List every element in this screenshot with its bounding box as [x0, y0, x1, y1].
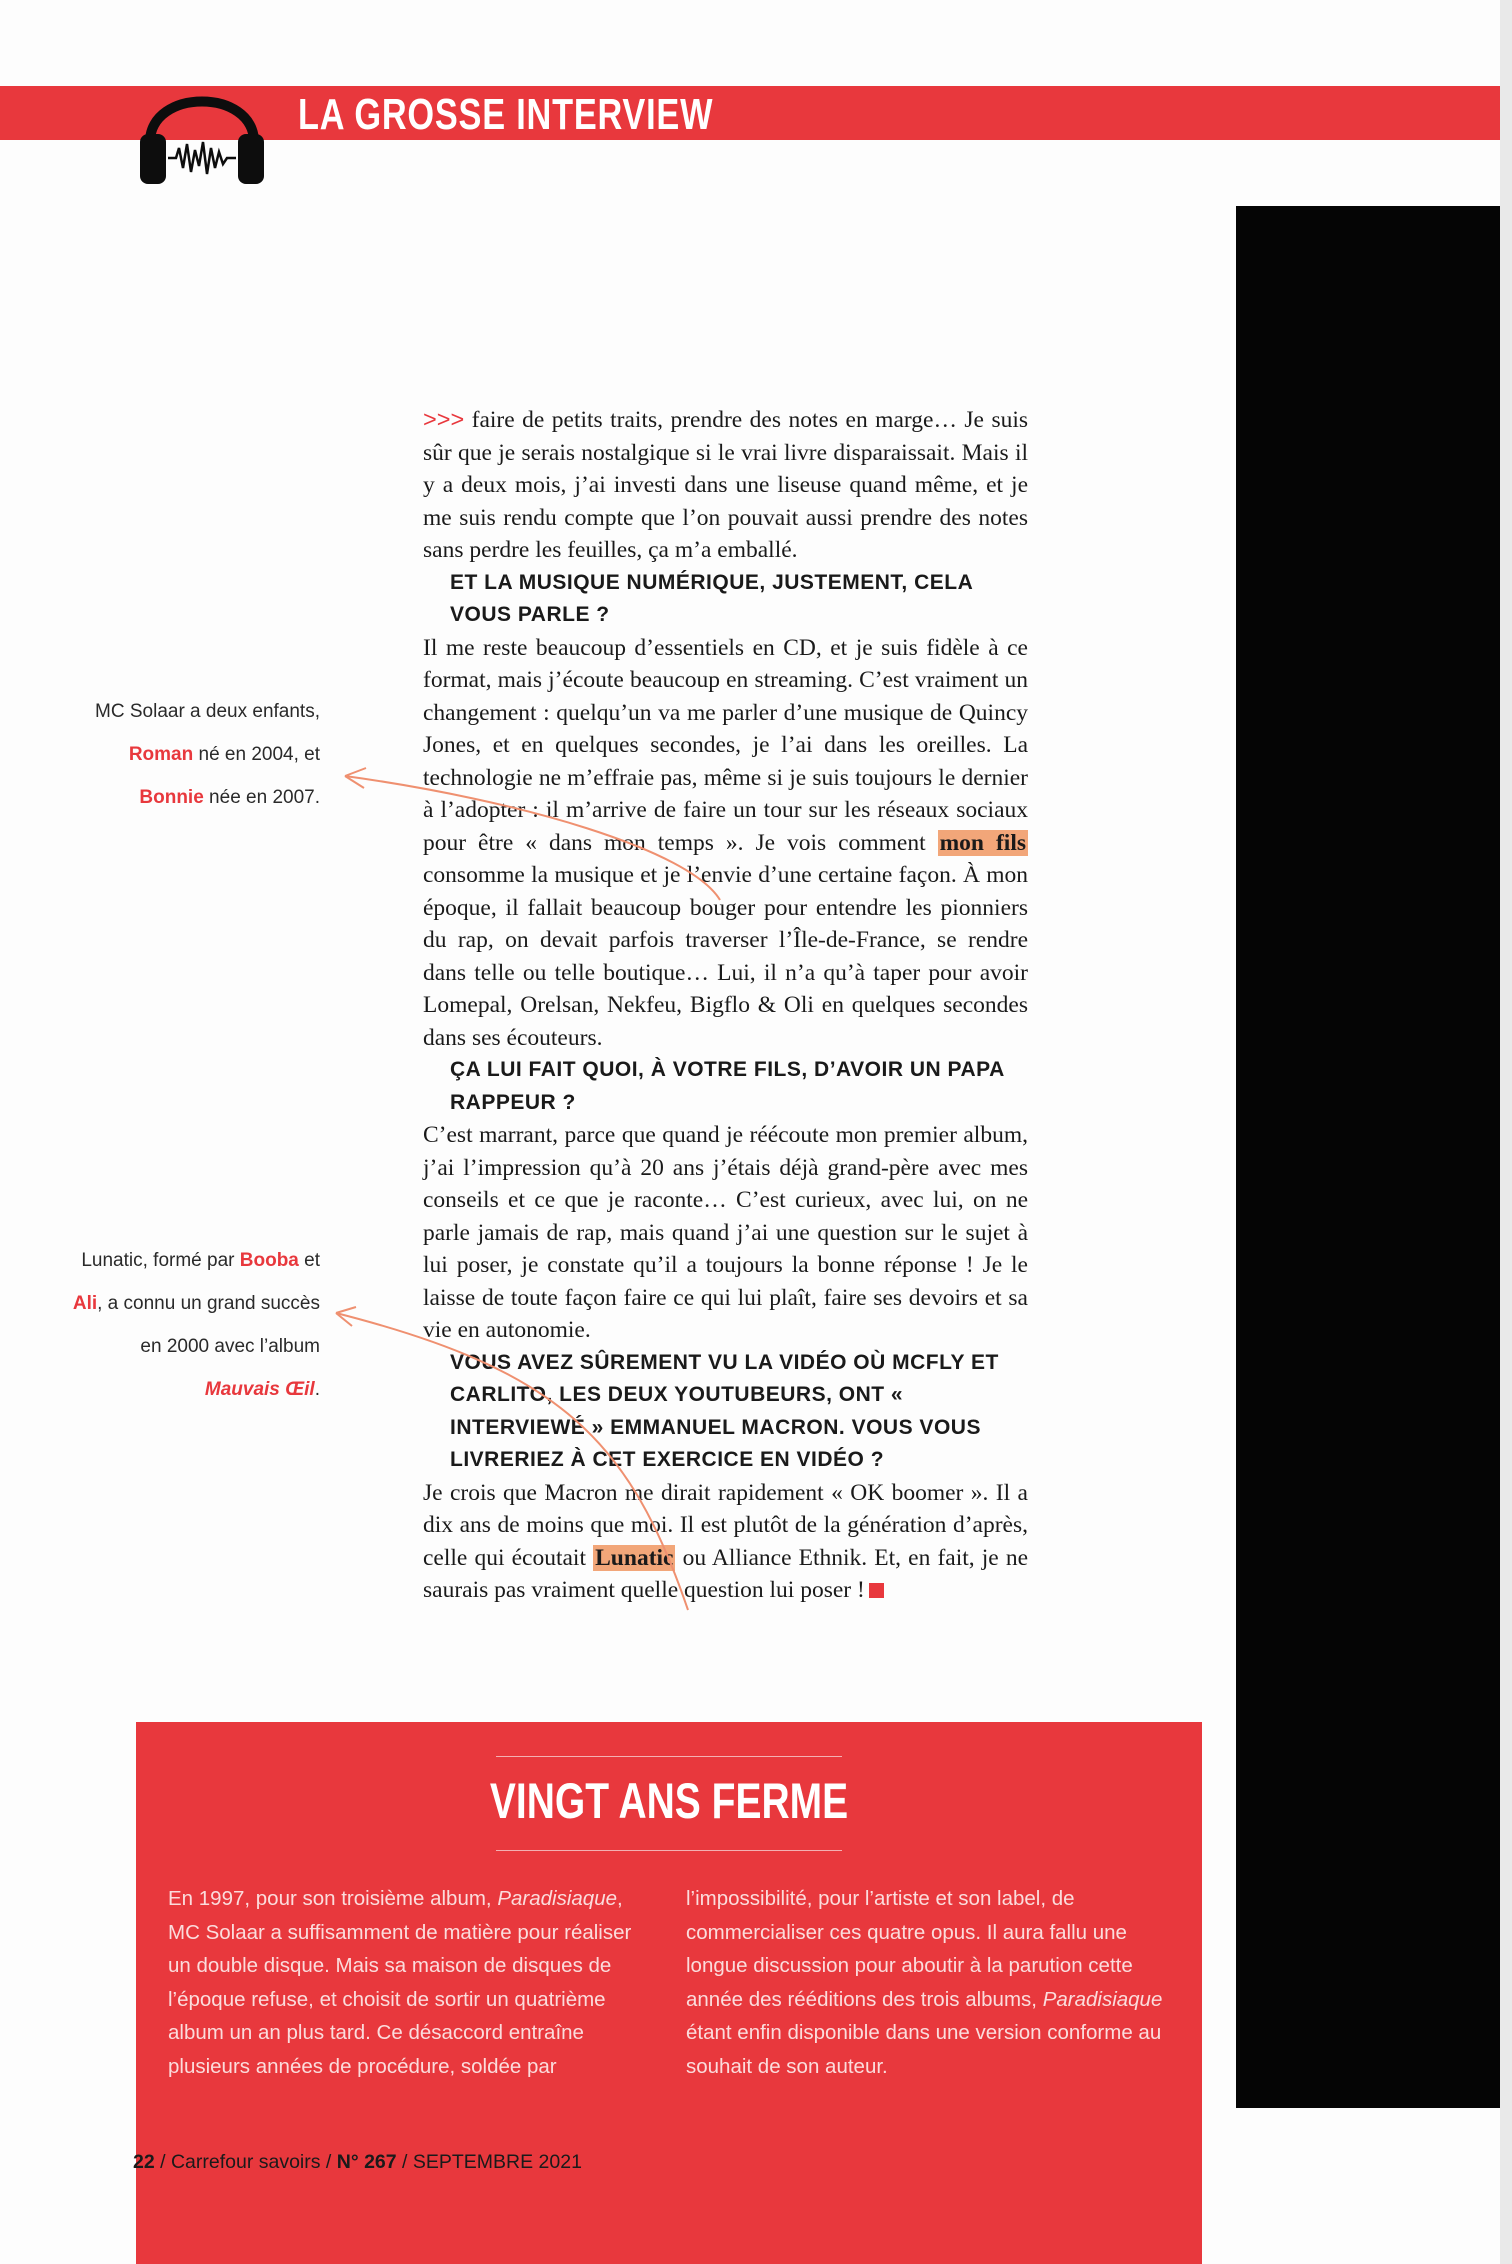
paragraph: C’est marrant, parce que quand je réécoute mon premier album, j’ai l’impression qu’à 20 ans j’étais déjà grand-père avec mes conseils et ce que je raconte… C’est curieux, avec lui, on ne parle jamais de rap, mais quand j’ai une question sur le sujet à lui poser, je constate qu’il a toujours la bonne réponse ! Je le laisse de toute façon faire ce qui lui plaît, faire ses devoirs et sa vie en autonomie. — [423, 1122, 1028, 1343]
paragraph-text: Je crois que Macron me dirait rapidement « OK boomer ». Il a dix ans de moins que moi. Il est plutôt de la génération d’après, celle qui écoutait — [423, 1479, 1028, 1571]
paragraph-text: faire de petits traits, prendre des notes en marge… Je suis sûr que je serais nostalgique si le vrai livre disparaissait. Mais il y a deux mois, j’ai investi dans une liseuse quand même, et je me suis rendu compte que l’on pouvait aussi prendre des notes sans perdre les feuilles, ça m’a emballé. — [423, 407, 1029, 563]
album-title: Paradisiaque — [1042, 1987, 1163, 2011]
side-note-children — [70, 690, 320, 819]
page-footer — [133, 2151, 582, 2174]
article-body — [423, 403, 1028, 1607]
box-text: , MC Solaar a suffisamment de matière pour réaliser un double disque. Mais sa maison de disques de l’époque refuse, et choisit de sortir un quatrième album un an plus tard. Ce désaccord entraîne plusieurs années de procédure, soldée par — [168, 1887, 632, 2078]
note-text: . — [314, 1379, 320, 1400]
box-rule-bottom — [496, 1850, 842, 1851]
question: VOUS AVEZ SÛREMENT VU LA VIDÉO OÙ MCFLY ET CARLITO, LES DEUX YOUTUBEURS, ONT « INTERVIEWÉ » EMMANUEL MACRON. VOUS VOUS LIVRERIEZ À CET EXERCICE EN VIDÉO ? — [450, 1350, 999, 1471]
paragraph — [423, 1477, 1028, 1607]
page-edge — [1500, 0, 1512, 2264]
box-text: l’impossibilité, pour l’artiste et son label, de commercialiser ces quatre opus. Il aura fallu une longue discussion pour aboutir à la parution cette année des rééditions des trois albums, — [686, 1887, 1133, 2011]
note-name-ali: Ali — [72, 1293, 98, 1314]
side-note-lunatic — [70, 1239, 320, 1411]
highlight-lunatic: Lunatic — [595, 1544, 674, 1571]
album-title: Paradisiaque — [497, 1887, 617, 1910]
question: ÇA LUI FAIT QUOI, À VOTRE FILS, D’AVOIR UN PAPA RAPPEUR ? — [450, 1058, 1004, 1114]
box-column-left — [168, 1882, 646, 2083]
question: ET LA MUSIQUE NUMÉRIQUE, JUSTEMENT, CELA VOUS PARLE ? — [450, 570, 973, 626]
headphones-icon — [136, 58, 268, 186]
end-mark — [869, 1583, 884, 1598]
paragraph-text: ou Alliance Ethnik. Et, en fait, je ne saurais pas vraiment quelle question lui poser ! — [423, 1544, 1029, 1603]
note-album-title: Mauvais Œil — [204, 1379, 315, 1400]
note-name-roman: Roman — [128, 744, 194, 765]
section-title: LA GROSSE INTERVIEW — [298, 90, 714, 139]
paragraph-text: consomme la musique et je l’envie d’une certaine façon. À mon époque, il fallait beaucoup bouger pour entendre les pionniers du rap, on devait parfois traverser l’Île-de-France, se rendre dans telle ou telle boutique… Lui, il n’a qu’à taper pour avoir Lomepal, Orelsan, Nekfeu, Bigflo & Oli en quelques secondes dans ses écouteurs. — [423, 862, 1028, 1051]
note-name-booba: Booba — [239, 1250, 299, 1271]
black-panel — [1236, 206, 1500, 2108]
box-text: En 1997, pour son troisième album, — [168, 1887, 498, 1910]
note-text: née en 2007. — [203, 787, 320, 808]
footer-text: / Carrefour savoirs / — [154, 2151, 337, 2173]
note-text: , a connu un grand succès en 2000 avec l’album — [97, 1293, 320, 1357]
note-text: né en 2004, et — [193, 744, 320, 765]
box-text: étant enfin disponible dans une version conforme au souhait de son auteur. — [686, 2021, 1162, 2078]
paragraph — [423, 632, 1028, 1055]
note-name-bonnie: Bonnie — [139, 787, 204, 808]
paragraph — [423, 403, 1028, 567]
footer-text: / SEPTEMBRE 2021 — [396, 2151, 582, 2173]
box-rule-top — [496, 1756, 842, 1757]
highlight-mon-fils: mon fils — [939, 829, 1027, 856]
box-column-right — [686, 1882, 1164, 2083]
box-title: VINGT ANS FERME — [489, 1773, 849, 1829]
paragraph-text: Il me reste beaucoup d’essentiels en CD, et je suis fidèle à ce format, mais j’écoute beaucoup en streaming. C’est vraiment un changement : quelqu’un va me parler d’une musique de Quincy Jones, et en quelques secondes, je l’ai dans les oreilles. La technologie ne m’effraie pas, même si je suis toujours le dernier à l’adopter : il m’arrive de faire un tour sur les réseaux sociaux pour être « dans mon temps ». Je vois comment — [423, 634, 1028, 856]
page-number: 22 — [133, 2151, 155, 2173]
issue-number: N° 267 — [336, 2151, 397, 2173]
note-text: et — [298, 1250, 320, 1271]
sidebar-box — [136, 1722, 1202, 2264]
note-text: Lunatic, formé par — [81, 1250, 240, 1271]
note-text: MC Solaar a deux enfants, — [95, 701, 320, 722]
continuation-chevrons: >>> — [423, 406, 465, 432]
